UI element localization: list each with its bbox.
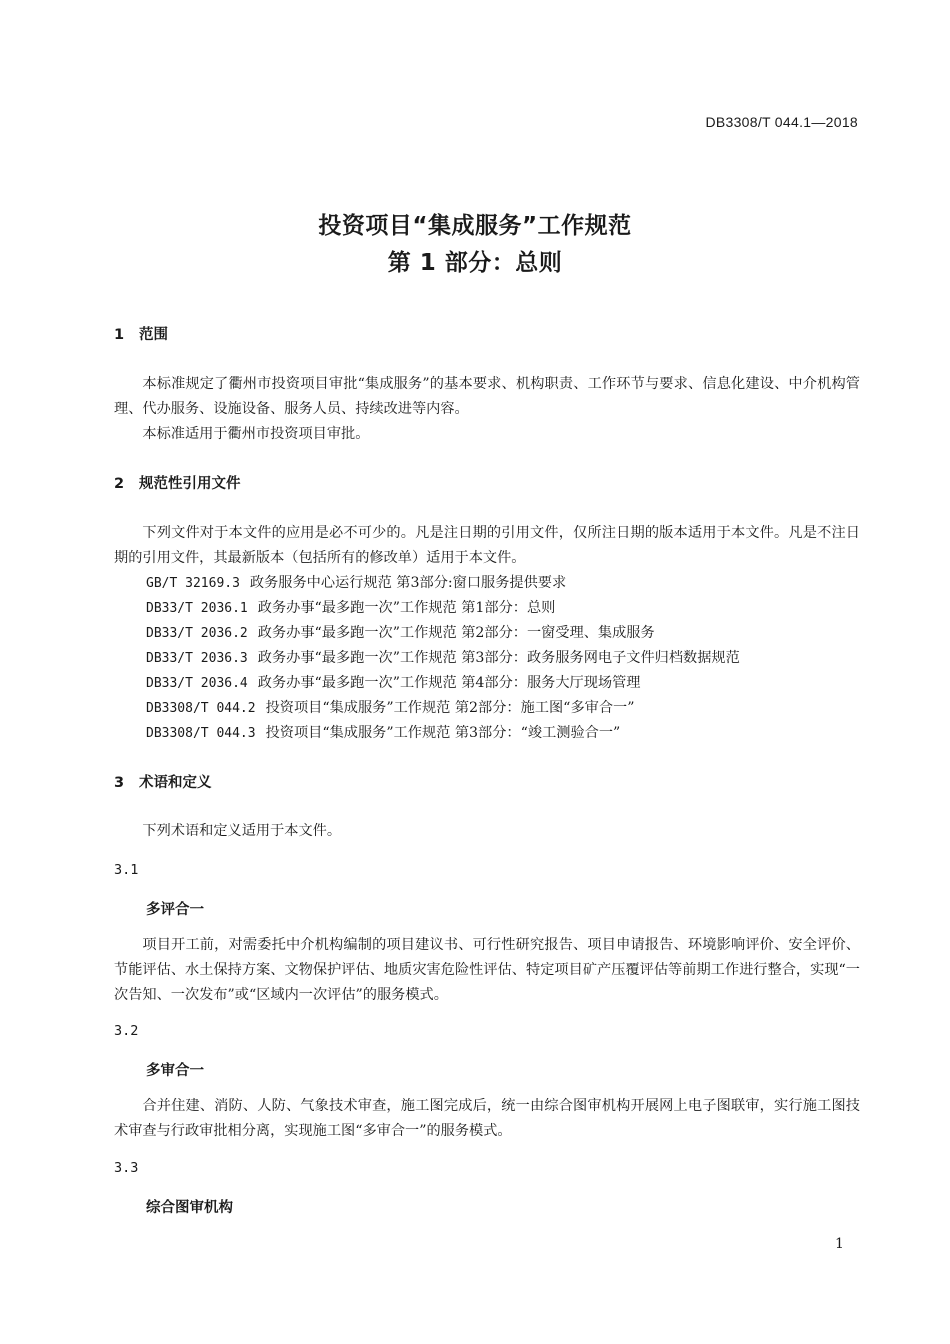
reference-title: 投资项目“集成服务”工作规范 第2部分：施工图“多审合一”	[265, 700, 635, 716]
reference-item	[146, 571, 740, 596]
section-2-heading	[114, 474, 241, 494]
reference-title: 政务服务中心运行规范 第3部分:窗口服务提供要求	[249, 575, 567, 591]
reference-title: 投资项目“集成服务”工作规范 第3部分：“竣工测验合一”	[265, 725, 621, 741]
term-definition: 合并住建、消防、人防、气象技术审查，施工图完成后，统一由综合图审机构开展网上电子图联审，实行施工图技术审查与行政审批相分离，实现施工图“多审合一”的服务模式。	[114, 1098, 860, 1139]
paragraph: 本标准适用于衢州市投资项目审批。	[142, 426, 370, 442]
term-definition: 项目开工前，对需委托中介机构编制的项目建议书、可行性研究报告、项目申请报告、环境影响评价、安全评价、节能评估、水土保持方案、文物保护评估、地质灾害危险性评估、特定项目矿产压覆评估等前期工作进行整合，实现“一次告知、一次发布”或“区域内一次评估”的服务模式。	[114, 937, 860, 1003]
section-number: 3	[114, 775, 125, 791]
document-title: 投资项目“集成服务”工作规范	[318, 213, 632, 239]
document-subtitle: 第 1 部分：总则	[387, 250, 563, 276]
section-3-heading	[114, 773, 212, 793]
term-name: 综合图审机构	[146, 1200, 233, 1216]
term-name: 多审合一	[146, 1063, 204, 1079]
section-1-heading	[114, 325, 168, 345]
reference-code: DB33/T 2036.4	[146, 676, 248, 691]
paragraph: 下列术语和定义适用于本文件。	[142, 823, 342, 839]
reference-code: DB33/T 2036.1	[146, 601, 248, 616]
reference-code: DB3308/T 044.2	[146, 701, 256, 716]
clause-number: 3.3	[114, 1160, 139, 1176]
reference-item	[146, 721, 740, 746]
reference-code: DB3308/T 044.3	[146, 726, 256, 741]
section-title: 规范性引用文件	[139, 476, 241, 492]
page-number: 1	[835, 1236, 844, 1252]
reference-title: 政务办事“最多跑一次”工作规范 第2部分：一窗受理、集成服务	[257, 625, 655, 641]
reference-item	[146, 696, 740, 721]
reference-item	[146, 596, 740, 621]
normative-reference-list	[146, 571, 740, 746]
section-number: 2	[114, 476, 125, 492]
clause-number: 3.2	[114, 1023, 139, 1039]
reference-item	[146, 671, 740, 696]
reference-code: DB33/T 2036.2	[146, 626, 248, 641]
section-title: 范围	[139, 327, 168, 343]
reference-title: 政务办事“最多跑一次”工作规范 第4部分：服务大厅现场管理	[257, 675, 641, 691]
reference-item	[146, 621, 740, 646]
section-number: 1	[114, 327, 125, 343]
reference-code: DB33/T 2036.3	[146, 651, 248, 666]
section-title: 术语和定义	[139, 775, 212, 791]
reference-title: 政务办事“最多跑一次”工作规范 第3部分：政务服务网电子文件归档数据规范	[257, 650, 740, 666]
clause-number: 3.1	[114, 862, 139, 878]
reference-title: 政务办事“最多跑一次”工作规范 第1部分：总则	[257, 600, 556, 616]
term-name: 多评合一	[146, 902, 204, 918]
reference-code: GB/T 32169.3	[146, 576, 240, 591]
reference-item	[146, 646, 740, 671]
paragraph: 下列文件对于本文件的应用是必不可少的。凡是注日期的引用文件，仅所注日期的版本适用于本文件。凡是不注日期的引用文件，其最新版本（包括所有的修改单）适用于本文件。	[114, 525, 860, 566]
standard-code: DB3308/T 044.1—2018	[705, 114, 858, 130]
paragraph: 本标准规定了衢州市投资项目审批“集成服务”的基本要求、机构职责、工作环节与要求、信息化建设、中介机构管理、代办服务、设施设备、服务人员、持续改进等内容。	[114, 376, 860, 417]
